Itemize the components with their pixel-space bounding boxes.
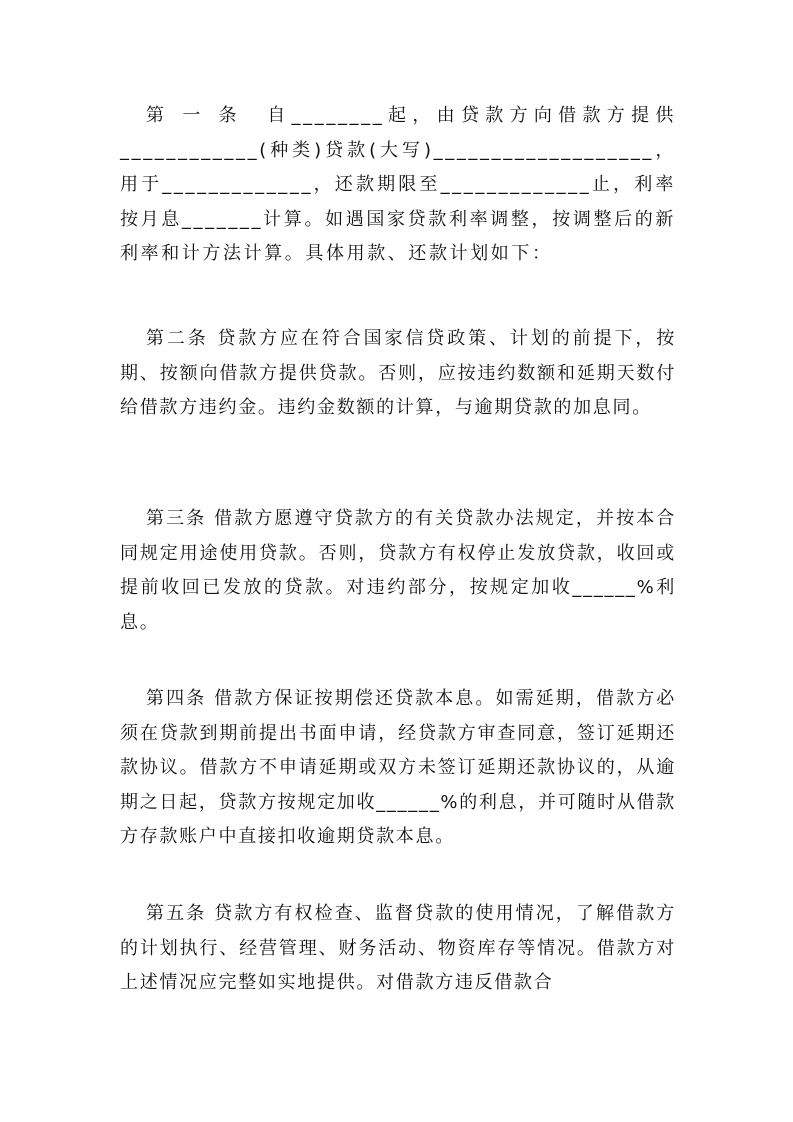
article-5-paragraph: 第五条 贷款方有权检查、监督贷款的使用情况，了解借款方的计划执行、经营管理、财务活动、物资库存等情况。借款方对上述情况应完整如实地提供。对借款方违反借款合 [120,903,676,994]
article-2-paragraph: 第二条 贷款方应在符合国家信贷政策、计划的前提下，按期、按额向借款方提供贷款。否则，应按违约数额和延期天数付给借款方违约金。违约金数额的计算，与逾期贷款的加息同。 [120,328,676,419]
article-4-paragraph: 第四条 借款方保证按期偿还贷款本息。如需延期，借款方必须在贷款到期前提出书面申请，经贷款方审查同意，签订延期还款协议。借款方不申请延期或双方未签订延期还款协议的，从逾期之日起，贷款方按规定加收______%的利息，并可随时从借款方存款账户中直接扣收逾期贷款本息。 [120,688,676,848]
article-1-paragraph: 第 一 条 自________起，由贷款方向借款方提供____________(种类)贷款(大写)___________________，用于_____________，还款期限至_____________止，利率按月息_______计算。如遇国家贷款利率调整，按调整后的新利率和计方法计算。具体用款、还款计划如下： [120,105,676,265]
article-3-paragraph: 第三条 借款方愿遵守贷款方的有关贷款办法规定，并按本合同规定用途使用贷款。否则，贷款方有权停止发放贷款，收回或提前收回已发放的贷款。对违约部分，按规定加收______%利息。 [120,508,676,633]
